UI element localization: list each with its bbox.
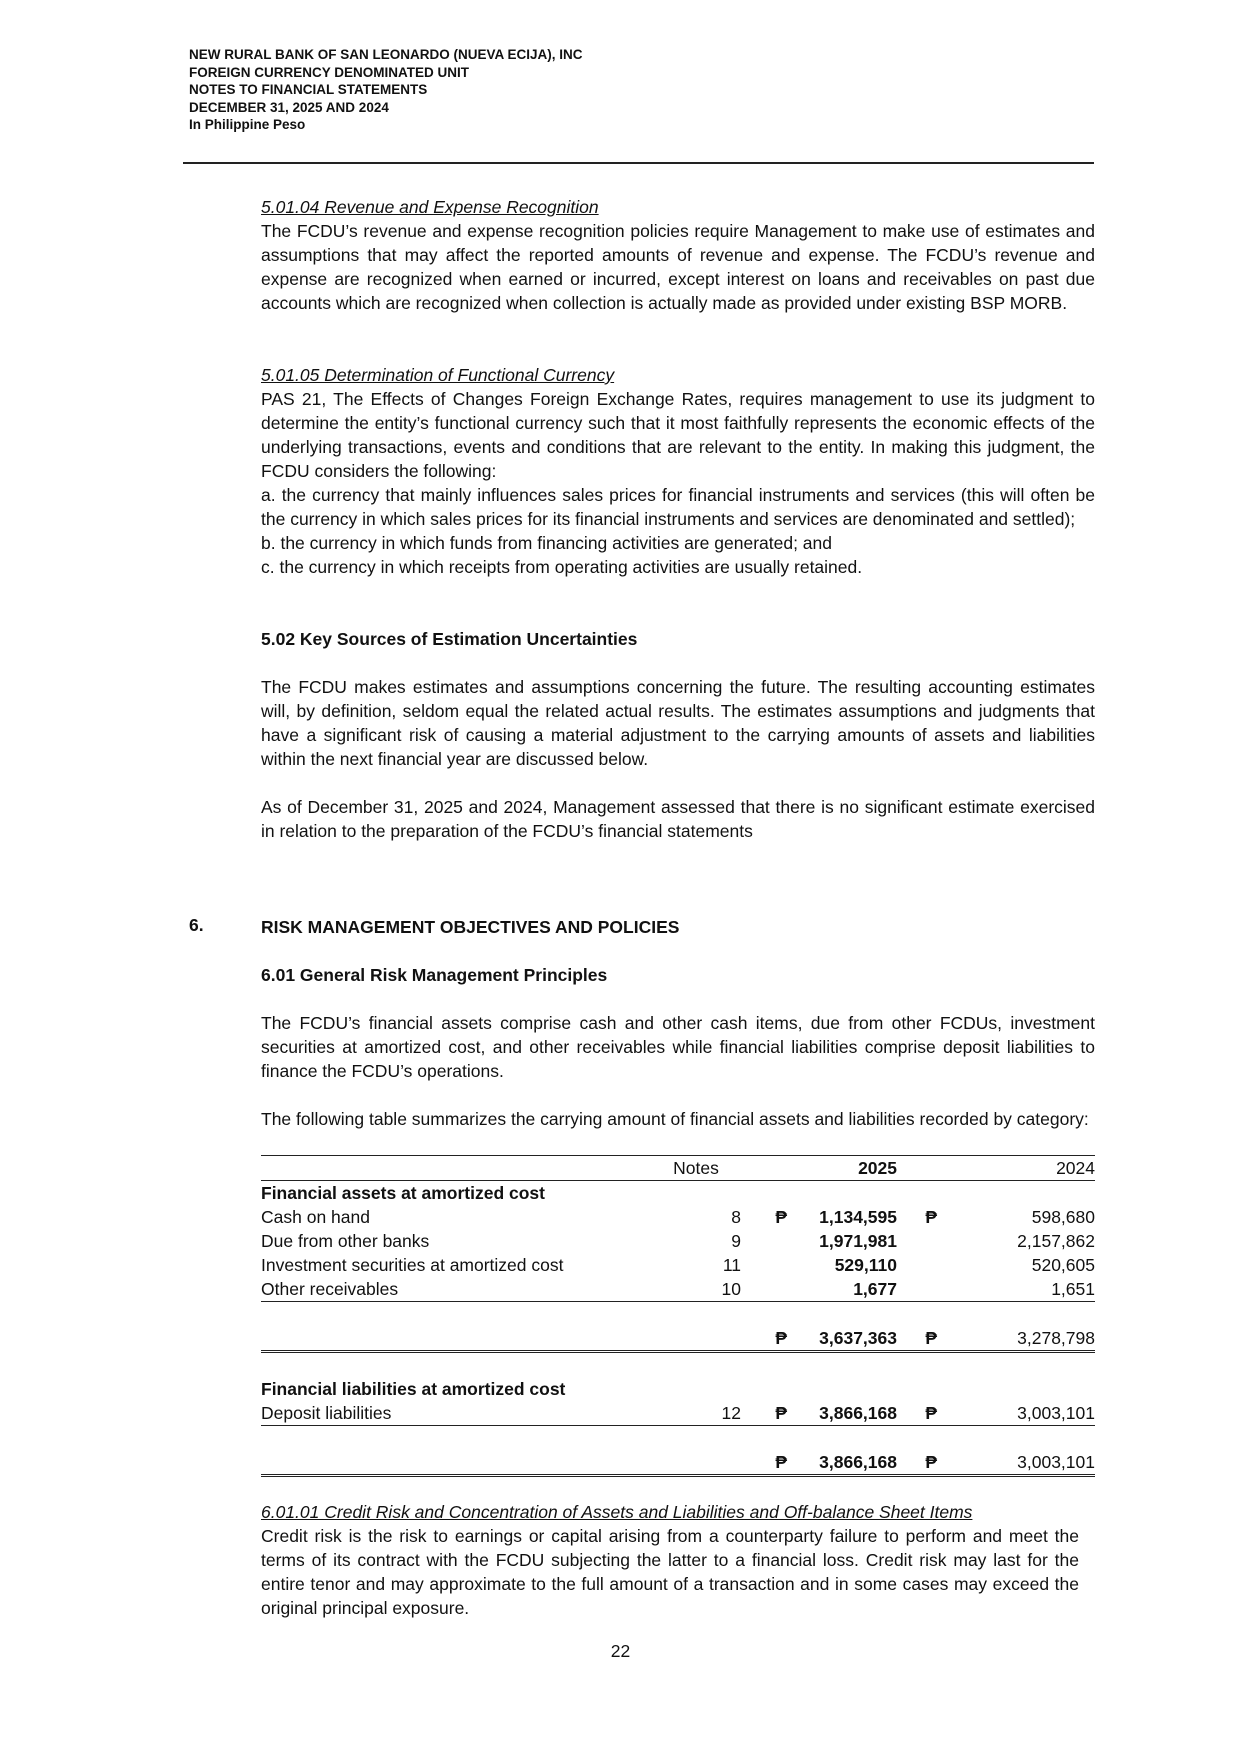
row-label: Cash on hand [261, 1207, 370, 1227]
subsection-title: 6.01 General Risk Management Principles [261, 965, 608, 985]
row-label: Investment securities at amortized cost [261, 1255, 564, 1275]
total-2025: 3,637,363 [787, 1326, 897, 1352]
row-value-2025: 3,866,168 [787, 1401, 897, 1426]
currency-symbol: ₱ [897, 1401, 937, 1426]
row-value-2024: 598,680 [1031, 1207, 1095, 1227]
list-item-c: c. the currency in which receipts from operating activities are usually retained. [261, 557, 863, 577]
list-item-b: b. the currency in which funds from financing activities are generated; and [261, 533, 833, 553]
col-2025-header: 2025 [787, 1156, 897, 1181]
section-5-02 [261, 627, 1095, 843]
liabilities-total-row [261, 1450, 1095, 1476]
section-6 [261, 915, 1095, 1131]
row-value-2025: 1,677 [787, 1277, 897, 1302]
row-value-2024: 1,651 [937, 1277, 1095, 1302]
section-title: 6.01.01 Credit Risk and Concentration of Assets and Liabilities and Off-balance Sheet Items [261, 1502, 973, 1522]
financial-table [261, 1155, 1095, 1477]
paragraph: As of December 31, 2025 and 2024, Management assessed that there is no significant estimate exercised in relation to the preparation of the FCDU’s financial statements [261, 797, 1095, 841]
total-2024: 3,003,101 [937, 1450, 1095, 1476]
currency-symbol: ₱ [897, 1326, 937, 1352]
assets-total-row [261, 1326, 1095, 1352]
section-title: 5.01.05 Determination of Functional Currency [261, 365, 615, 385]
paragraph: The FCDU’s financial assets comprise cash and other cash items, due from other FCDUs, investment securities at amortized cost, and other receivables while financial liabilities comprise deposit liabilities to finance the FCDU’s operations. [261, 1013, 1095, 1081]
header-date: DECEMBER 31, 2025 AND 2024 [189, 99, 389, 115]
row-note: 11 [722, 1255, 741, 1275]
header-notes-title: NOTES TO FINANCIAL STATEMENTS [189, 82, 428, 97]
header-currency: In Philippine Peso [189, 117, 306, 132]
table-row [261, 1401, 1095, 1426]
assets-heading: Financial assets at amortized cost [261, 1183, 545, 1203]
section-title: 5.02 Key Sources of Estimation Uncertainties [261, 629, 638, 649]
currency-symbol: ₱ [775, 1207, 787, 1227]
paragraph: The FCDU’s revenue and expense recognition policies require Management to make use of estimates and assumptions that may affect the reported amounts of revenue and expense. The FCDU’s revenue and expense are recognized when earned or incurred, except interest on loans and receivables on past due accounts which are recognized when collection is actually made as provided under existing BSP MORB. [261, 221, 1095, 313]
row-label: Deposit liabilities [261, 1401, 651, 1426]
paragraph: PAS 21, The Effects of Changes Foreign Exchange Rates, requires management to use its judgment to determine the entity’s functional currency such that it most faithfully represents the economic effects of the underlying transactions, events and conditions that are relevant to the entity. In making this judgment, the FCDU considers the following: [261, 389, 1095, 481]
currency-symbol: ₱ [747, 1450, 787, 1476]
section-title: 5.01.04 Revenue and Expense Recognition [261, 197, 599, 217]
total-2024: 3,278,798 [937, 1326, 1095, 1352]
header-rule [183, 162, 1094, 164]
row-note: 9 [731, 1231, 741, 1251]
row-note: 10 [651, 1277, 747, 1302]
row-note: 12 [651, 1401, 747, 1426]
total-2025: 3,866,168 [787, 1450, 897, 1476]
row-label: Other receivables [261, 1277, 651, 1302]
header-unit: FOREIGN CURRENCY DENOMINATED UNIT [189, 64, 470, 80]
row-value-2024: 2,157,862 [1017, 1231, 1095, 1251]
currency-symbol: ₱ [747, 1326, 787, 1352]
section-5-01-04 [261, 195, 1095, 315]
row-label: Due from other banks [261, 1231, 430, 1251]
table-row [261, 1181, 1095, 1206]
table-row [261, 1277, 1095, 1302]
section-number: 6. [189, 915, 204, 935]
row-value-2025: 1,971,981 [819, 1231, 897, 1251]
paragraph: Credit risk is the risk to earnings or capital arising from a counterparty failure to perform and meet the terms of its contract with the FCDU subjecting the latter to a financial loss. Credit risk may last for the entire tenor and may approximate to the full amount of a transaction and in some cases may exceed the original principal exposure. [261, 1526, 1079, 1618]
table-header-row [261, 1156, 1095, 1181]
col-2024-header: 2024 [937, 1156, 1095, 1181]
table-row [261, 1253, 1095, 1277]
page-number: 22 [610, 1641, 631, 1661]
paragraph: The following table summarizes the carrying amount of financial assets and liabilities recorded by category: [261, 1109, 1089, 1129]
table-row [261, 1229, 1095, 1253]
section-title: RISK MANAGEMENT OBJECTIVES AND POLICIES [261, 917, 680, 937]
row-value-2024: 520,605 [1031, 1255, 1095, 1275]
section-5-01-05 [261, 363, 1095, 579]
currency-symbol: ₱ [925, 1207, 937, 1227]
section-6-01-01 [261, 1500, 1079, 1620]
table-row [261, 1377, 1095, 1401]
col-notes-header: Notes [651, 1156, 747, 1181]
paragraph: The FCDU makes estimates and assumptions concerning the future. The resulting accounting estimates will, by definition, seldom equal the related actual results. The estimates assumptions and judgments that have a significant risk of causing a material adjustment to the carrying amounts of assets and liabilities within the next financial year are discussed below. [261, 677, 1095, 769]
row-value-2025: 1,134,595 [819, 1207, 897, 1227]
header-bank-name: NEW RURAL BANK OF SAN LEONARDO (NUEVA ECIJA), INC [189, 47, 583, 62]
row-note: 8 [731, 1207, 741, 1227]
currency-symbol: ₱ [747, 1401, 787, 1426]
row-value-2025: 529,110 [834, 1255, 897, 1275]
document-header [189, 46, 583, 134]
row-value-2024: 3,003,101 [937, 1401, 1095, 1426]
liabilities-heading: Financial liabilities at amortized cost [261, 1379, 566, 1399]
table-row [261, 1205, 1095, 1229]
list-item-a: a. the currency that mainly influences sales prices for financial instruments and services (this will often be the currency in which sales prices for its financial instruments and services are denominated and settled); [261, 485, 1095, 529]
currency-symbol: ₱ [897, 1450, 937, 1476]
